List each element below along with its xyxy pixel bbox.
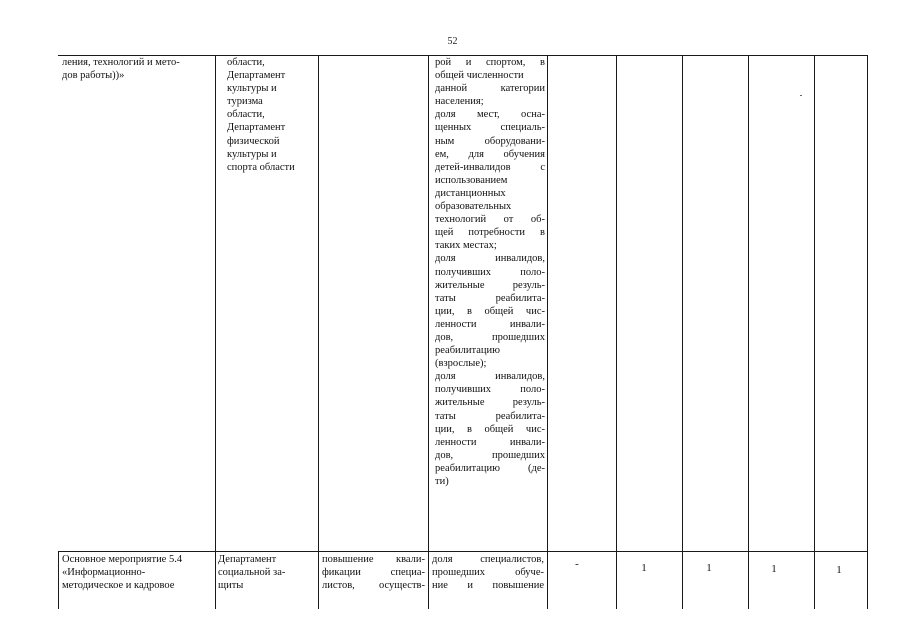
cell-line: социальной за- (218, 567, 286, 579)
cell-line: дов работы))» (62, 70, 125, 82)
cell-line: методическое и кадровое (62, 580, 175, 592)
cell-line: области, (227, 109, 265, 121)
lower-col3-cell (322, 553, 425, 592)
value-cell: - (575, 558, 579, 570)
cell-line: доля специалистов, (432, 554, 544, 565)
cell-line: получивших поло- (435, 266, 545, 278)
cell-line: культуры и (227, 83, 277, 95)
cell-line: данной категории (435, 83, 545, 95)
cell-line: ти) (435, 476, 449, 487)
cell-line: получивших поло- (435, 384, 545, 396)
cell-line: дов, прошедших (435, 331, 545, 343)
cell-line: Департамент (218, 554, 277, 565)
cell-line: Департамент (227, 122, 286, 134)
cell-line: технологий от об- (435, 214, 545, 226)
cell-line: таких местах; (435, 240, 497, 252)
cell-line: прошедших обуче- (432, 567, 544, 579)
cell-line: реабилитацию (435, 345, 500, 357)
cell-line: щиты (218, 580, 244, 592)
cell-line: жительные резуль- (435, 279, 545, 291)
lower-col1-cell (62, 553, 214, 592)
cell-line: детей-инвалидов с (435, 161, 545, 173)
value-cell: 1 (641, 562, 647, 574)
upper-col4-cell (435, 56, 545, 488)
cell-line: доля инвалидов, (435, 253, 545, 265)
cell-line: жительные резуль- (435, 397, 545, 409)
cell-line: ления, технологий и мето- (62, 57, 180, 68)
cell-line: дов, прошедших (435, 449, 545, 461)
cell-line: общей численности (435, 70, 524, 82)
value-cell: 1 (771, 563, 777, 575)
page-number: 52 (447, 36, 458, 47)
cell-line: ленности инвали- (435, 436, 545, 448)
scan-speck (800, 95, 802, 96)
upper-col2-cell (227, 56, 315, 174)
cell-line: щенных специаль- (435, 122, 545, 134)
cell-line: фикации специа- (322, 567, 425, 579)
cell-line: ем, для обучения (435, 148, 545, 160)
cell-line: физической (227, 135, 280, 147)
cell-line: туризма (227, 96, 263, 108)
cell-line: населения; (435, 96, 484, 108)
cell-line: ции, в общей чис- (435, 423, 545, 435)
value-cell: 1 (706, 562, 712, 574)
cell-line: ции, в общей чис- (435, 305, 545, 317)
cell-line: ние и повышение (432, 580, 544, 592)
cell-line: повышение квали- (322, 554, 425, 565)
cell-line: (взрослые); (435, 358, 487, 370)
lower-col4-cell (432, 553, 544, 592)
lower-col2-cell (218, 553, 316, 592)
cell-line: области, (227, 57, 265, 68)
cell-line: ным оборудовани- (435, 135, 545, 147)
cell-line: доля мест, осна- (435, 109, 545, 121)
cell-line: использованием (435, 174, 508, 186)
cell-line: Департамент (227, 70, 286, 82)
cell-line: щей потребности в (435, 227, 545, 239)
cell-line: Основное мероприятие 5.4 (62, 554, 183, 565)
cell-line: образовательных (435, 201, 512, 213)
cell-line: реабилитацию (де- (435, 462, 545, 474)
cell-line: «Информационно- (62, 567, 146, 579)
cell-line: культуры и (227, 148, 277, 160)
cell-line: спорта области (227, 161, 295, 173)
cell-line: рой и спортом, в (435, 57, 545, 68)
cell-line: листов, осуществ- (322, 580, 425, 592)
cell-line: дистанционных (435, 187, 506, 199)
cell-line: таты реабилита- (435, 292, 545, 304)
cell-line: таты реабилита- (435, 410, 545, 422)
cell-line: ленности инвали- (435, 318, 545, 330)
value-cell: 1 (836, 564, 842, 576)
cell-line: доля инвалидов, (435, 371, 545, 383)
upper-col1-cell (62, 56, 212, 82)
